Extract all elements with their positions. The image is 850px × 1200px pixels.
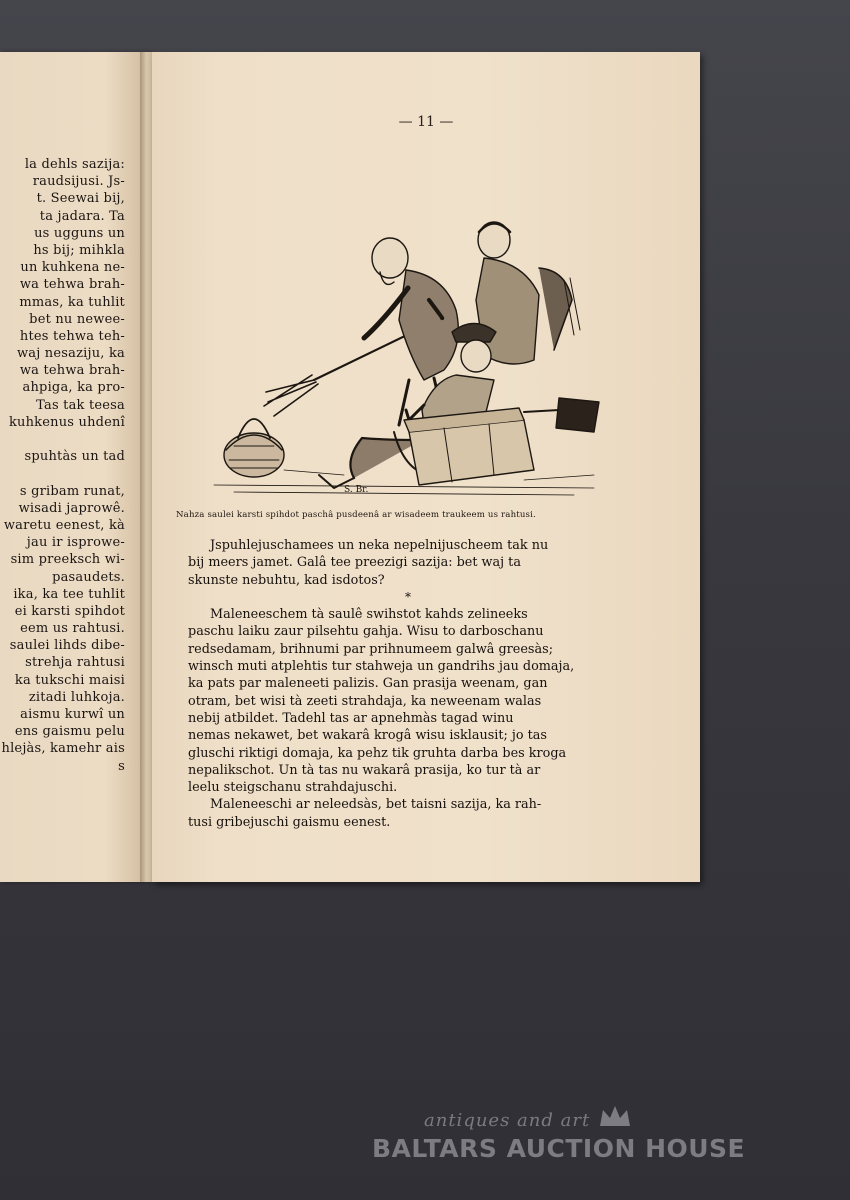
left-page-line: ahpiga, ka pro-: [22, 380, 125, 396]
body-text-line: paschu laiku zaur pilsehtu gahja. Wisu to darboschanu: [188, 624, 544, 640]
page-body-text: [188, 537, 628, 831]
left-page-line: wa tehwa brah-: [19, 363, 125, 379]
left-page-line: zitadi luhkoja.: [28, 689, 125, 705]
left-page-line: [0, 431, 125, 448]
left-page-line: htes tehwa teh-: [19, 328, 125, 344]
left-page-line: wisadi japrowê.: [18, 500, 125, 516]
body-text-line: ka pats par maleneeti palizis. Gan prasija weenam, gan: [188, 676, 548, 692]
left-page-line: la dehls sazija:: [24, 157, 125, 172]
left-page-line: spuhtàs un tad: [24, 449, 125, 465]
body-text-line: nemas nekawet, bet wakarâ krogâ wisu isklausit; jo tas: [188, 728, 548, 744]
left-page-line: waretu eenest, kà: [3, 517, 125, 533]
section-divider-star: *: [405, 589, 411, 604]
body-text-line: nebij atbildet. Tadehl tas ar apnehmàs tagad winu: [188, 710, 514, 726]
left-page-line: un kuhkena ne-: [20, 260, 125, 276]
body-text-line: bij meers jamet. Galâ tee preezigi sazija: bet waj ta: [188, 555, 521, 571]
left-page-line: Tas tak teesa: [36, 397, 125, 413]
left-page-line: bet nu newee-: [29, 311, 125, 327]
illustration-caption: Nahza saulei karsti spihdot paschâ pusdeenâ ar wisadeem traukeem us rahtusi.: [176, 510, 536, 520]
standing-man-figure: [476, 222, 580, 364]
basket-icon: [224, 419, 284, 477]
body-text-line: gluschi riktigi domaja, ka pehz tik gruhta darba bes kroga: [188, 745, 567, 761]
body-text-line: leelu steigschanu strahdajuschi.: [188, 780, 398, 796]
left-page-line: ens gaismu pelu: [14, 724, 125, 740]
wooden-box-icon: [404, 408, 534, 485]
watermark-name: BALTARS AUCTION HOUSE: [372, 1134, 746, 1163]
left-page-line: eem us rahtusi.: [20, 621, 125, 637]
body-text-line: Maleneeschi ar neleedsàs, bet taisni sazija, ka rah-: [210, 797, 542, 813]
engraving-illustration: [194, 170, 614, 505]
auction-watermark: [372, 1102, 772, 1172]
left-page-line: s gribam runat,: [19, 483, 125, 499]
left-page-line: sim preeksch wi-: [10, 552, 125, 568]
left-page-line: s: [118, 758, 125, 774]
page-number: — 11 —: [398, 114, 454, 130]
left-page-line: hs bij; mihkla: [33, 242, 125, 258]
left-page-line: kuhkenus uhdenî: [8, 414, 125, 430]
left-page-line: strehja rahtusi: [25, 655, 125, 671]
left-page: [0, 52, 150, 882]
left-page-line: ika, ka tee tuhlit: [13, 586, 125, 602]
left-page-line: pasaudets.: [52, 569, 125, 585]
body-text-line: otram, bet wisi tà zeeti strahdaja, ka neweenam walas: [188, 693, 542, 709]
left-page-line: waj nesaziju, ka: [16, 346, 125, 362]
left-page-line: us ugguns un: [34, 225, 125, 241]
left-page-line: jau ir isprowe-: [26, 535, 125, 551]
artist-signature: S. Br.: [344, 485, 369, 495]
body-text-line: Maleneeschem tà saulê swihstot kahds zelineeks: [210, 607, 528, 623]
body-text-line: winsch muti atplehtis tur stahweja un gandrihs jau domaja,: [188, 659, 575, 675]
left-page-line: aismu kurwî un: [20, 707, 125, 722]
left-page-line: ka tukschi maisi: [14, 672, 125, 688]
right-page: [152, 52, 700, 882]
body-text-line: nepalikschot. Un tà tas nu wakarâ prasija, ko tur tà ar: [188, 762, 541, 778]
watermark-tagline: antiques and art: [424, 1110, 591, 1131]
body-text-line: redsedamam, brihnumi par prihnumeem galwâ greesàs;: [188, 641, 554, 657]
body-text-line: skunste nebuhtu, kad isdotos?: [188, 572, 385, 588]
left-page-line: mmas, ka tuhlit: [19, 294, 125, 310]
shovel-icon: [524, 398, 599, 432]
left-page-line: t. Seewai bij,: [36, 191, 125, 207]
left-page-line: saulei lihds dibe-: [9, 638, 125, 654]
crown-icon: [598, 1104, 632, 1130]
left-page-line: hlejàs, kamehr ais: [1, 741, 125, 757]
body-text-line: Jspuhlejuschamees un neka nepelnijuscheem tak nu: [210, 538, 549, 553]
left-page-line: wa tehwa brah-: [19, 277, 125, 293]
left-page-line: ta jadara. Ta: [39, 208, 125, 224]
left-page-line: ei karsti spihdot: [14, 603, 125, 619]
left-page-text: [0, 156, 125, 775]
left-page-line: [0, 465, 125, 482]
body-text-line: tusi gribejuschi gaismu eenest.: [188, 814, 391, 830]
left-page-line: raudsijusi. Js-: [32, 174, 125, 190]
